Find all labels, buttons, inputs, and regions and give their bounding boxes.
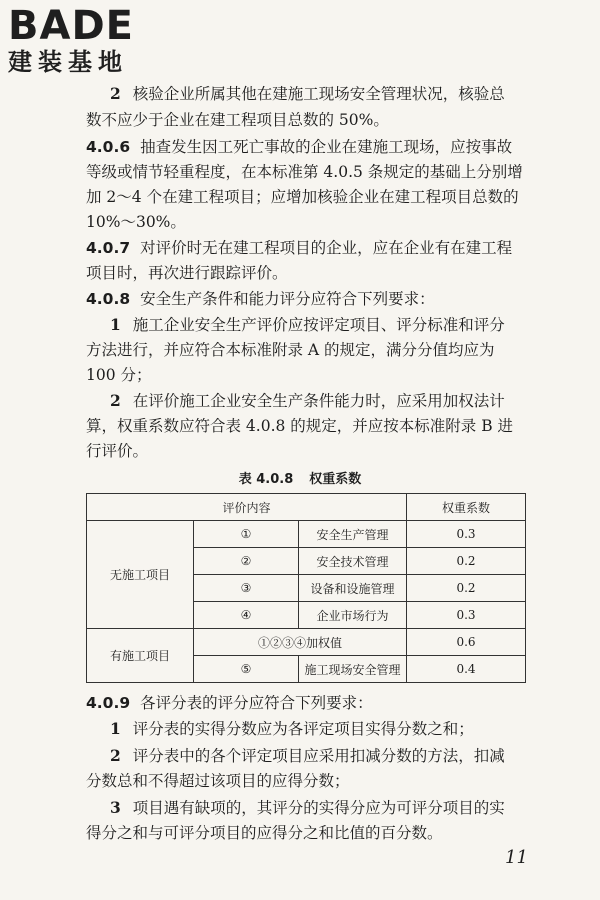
table-row	[87, 629, 526, 656]
row-weight: 0.2	[407, 548, 526, 575]
group-with-project: 有施工项目	[87, 629, 194, 683]
text-line: 项目时，再次进行跟踪评价。	[86, 264, 288, 282]
group-no-project: 无施工项目	[87, 521, 194, 629]
row-weight: 0.4	[407, 656, 526, 683]
table-row	[87, 521, 526, 548]
text-line: 3 项目遇有缺项的，其评分的实得分应为可评分项目的实	[110, 798, 505, 817]
text-line: 分数总和不得超过该项目的应得分数；	[86, 772, 350, 790]
clause-4-0-9: 4.0.9 各评分表的评分应符合下列要求：	[86, 694, 373, 712]
item-number: 2	[110, 746, 121, 765]
bade-logo	[8, 4, 178, 76]
item-number: 3	[110, 798, 121, 817]
clause-4-0-6: 4.0.6 抽查发生因工死亡事故的企业在建施工现场，应按事故	[86, 138, 513, 156]
page-number: 11	[505, 847, 528, 868]
row-weighted-label: ①②③④加权值	[194, 629, 407, 656]
row-item: 安全技术管理	[299, 548, 407, 575]
text-line: 2 核验企业所属其他在建施工现场安全管理状况，核验总	[110, 84, 505, 103]
text-line: 得分之和与可评分项目的应得分之和比值的百分数。	[86, 824, 443, 842]
table-caption	[0, 468, 600, 487]
clause-4-0-8: 4.0.8 安全生产条件和能力评分应符合下列要求：	[86, 290, 435, 308]
row-item: 安全生产管理	[299, 521, 407, 548]
text-line: 10%～30%。	[86, 213, 186, 231]
row-item: 企业市场行为	[299, 602, 407, 629]
text-line: 等级或情节轻重程度，在本标准第 4.0.5 条规定的基础上分别增	[86, 163, 523, 181]
text-line: 2 在评价施工企业安全生产条件能力时，应采用加权法计	[110, 391, 505, 410]
row-index: ④	[194, 602, 299, 629]
table-number: 表 4.0.8	[238, 472, 294, 487]
row-index: ①	[194, 521, 299, 548]
text-line: 100 分；	[86, 366, 152, 384]
row-weight: 0.6	[407, 629, 526, 656]
text-line: 方法进行，并应符合本标准附录 A 的规定，满分分值均应为	[86, 341, 495, 359]
row-item: 施工现场安全管理	[299, 656, 407, 683]
text-line: 算，权重系数应符合表 4.0.8 的规定，并应按本标准附录 B 进	[86, 417, 514, 435]
text-line: 1 施工企业安全生产评价应按评定项目、评分标准和评分	[110, 315, 505, 334]
clause-number: 4.0.8	[86, 290, 131, 308]
table-title: 权重系数	[309, 472, 362, 487]
text-line: 2 评分表中的各个评定项目应采用扣减分数的方法，扣减	[110, 746, 505, 765]
table-header-row	[87, 494, 526, 521]
text-line: 加 2～4 个在建工程项目；应增加核验企业在建工程项目总数的	[86, 188, 519, 206]
row-weight: 0.2	[407, 575, 526, 602]
row-index: ②	[194, 548, 299, 575]
clause-number: 4.0.9	[86, 694, 131, 712]
header-content: 评价内容	[87, 494, 407, 521]
item-number: 1	[110, 719, 121, 738]
clause-number: 4.0.7	[86, 239, 131, 257]
item-number: 2	[110, 391, 121, 410]
item-number: 1	[110, 315, 121, 334]
clause-number: 4.0.6	[86, 138, 131, 156]
row-item: 设备和设施管理	[299, 575, 407, 602]
text-line: 数不应少于企业在建工程项目总数的 50%。	[86, 111, 389, 129]
row-index: ⑤	[194, 656, 299, 683]
text-line: 1 评分表的实得分数应为各评定项目实得分数之和；	[110, 719, 474, 738]
row-weight: 0.3	[407, 602, 526, 629]
clause-4-0-7: 4.0.7 对评价时无在建工程项目的企业，应在企业有在建工程	[86, 239, 513, 257]
weight-table	[86, 493, 526, 683]
logo-brand: BADE	[8, 3, 134, 49]
row-index: ③	[194, 575, 299, 602]
item-number: 2	[110, 84, 121, 103]
logo-subtitle: 建装基地	[8, 48, 128, 76]
row-weight: 0.3	[407, 521, 526, 548]
header-weight: 权重系数	[407, 494, 526, 521]
text-line: 行评价。	[86, 442, 149, 460]
